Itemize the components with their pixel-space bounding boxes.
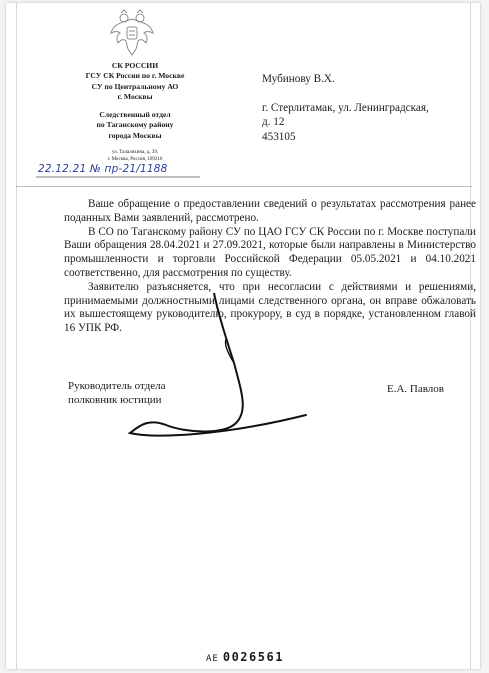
header-line: Следственный отдел	[99, 110, 171, 120]
fold-line	[16, 186, 472, 187]
header-line: ГСУ СК России по г. Москве	[85, 71, 185, 81]
reference-number: 22.12.21 № пр-21/1188	[38, 163, 168, 175]
recipient-block	[262, 72, 429, 144]
recipient-address-line: д. 12	[262, 116, 285, 129]
serial-prefix: АЕ	[206, 654, 219, 664]
address-line: г. Москва, Россия, 109316	[107, 156, 163, 162]
address-line: ул. Талалихина, д. 39,	[111, 150, 159, 155]
issuer-address	[66, 150, 204, 163]
body-paragraph: Ваше обращение о предоставлении сведений о результатах рассмотрения ранее поданных Вами заявлений, рассмотрено.	[64, 198, 476, 224]
signatory-title-line: полковник юстиции	[68, 393, 162, 406]
recipient-name: Мубинову В.Х.	[262, 73, 335, 85]
header-line: СУ по Центральному АО	[91, 81, 179, 91]
page-edge-right	[470, 3, 471, 669]
signatory-title-line: Руководитель отдела	[68, 380, 166, 392]
issuer-header	[66, 61, 204, 141]
letter-page	[6, 3, 480, 669]
body-paragraph: В СО по Таганскому району СУ по ЦАО ГСУ СК России по г. Москве поступали Ваши обращения 28.04.2021 и 27.09.2021, которые были направлены в Министерство промышленности и торговли Российской Федерации 05.05.2021 и 04.10.2021 соответственно, для рассмотрения по существу.	[64, 225, 476, 279]
page-edge-left	[16, 3, 17, 669]
coat-of-arms-icon	[109, 9, 155, 57]
header-line: г. Москвы	[117, 91, 153, 101]
handwritten-signature	[106, 293, 316, 473]
recipient-address-line: 453105	[262, 130, 296, 143]
header-line: СК РОССИИ	[111, 61, 159, 70]
serial-number: 0026561	[222, 650, 284, 664]
form-serial-number	[206, 646, 284, 665]
header-line: города Москвы	[108, 130, 162, 140]
recipient-address-line: г. Стерлитамак, ул. Ленинградская,	[262, 101, 429, 114]
header-line: по Таганскому району	[96, 120, 174, 130]
signatory-name: Е.А. Павлов	[387, 383, 444, 395]
body-paragraph: Заявителю разъясняется, что при несогласии с действиями и решениями, принимаемыми должностными лицами следственного органа, он вправе обжаловать их вышестоящему руководителю, прокурору, в суд в порядке, установленном главой 16 УПК РФ.	[64, 280, 476, 335]
